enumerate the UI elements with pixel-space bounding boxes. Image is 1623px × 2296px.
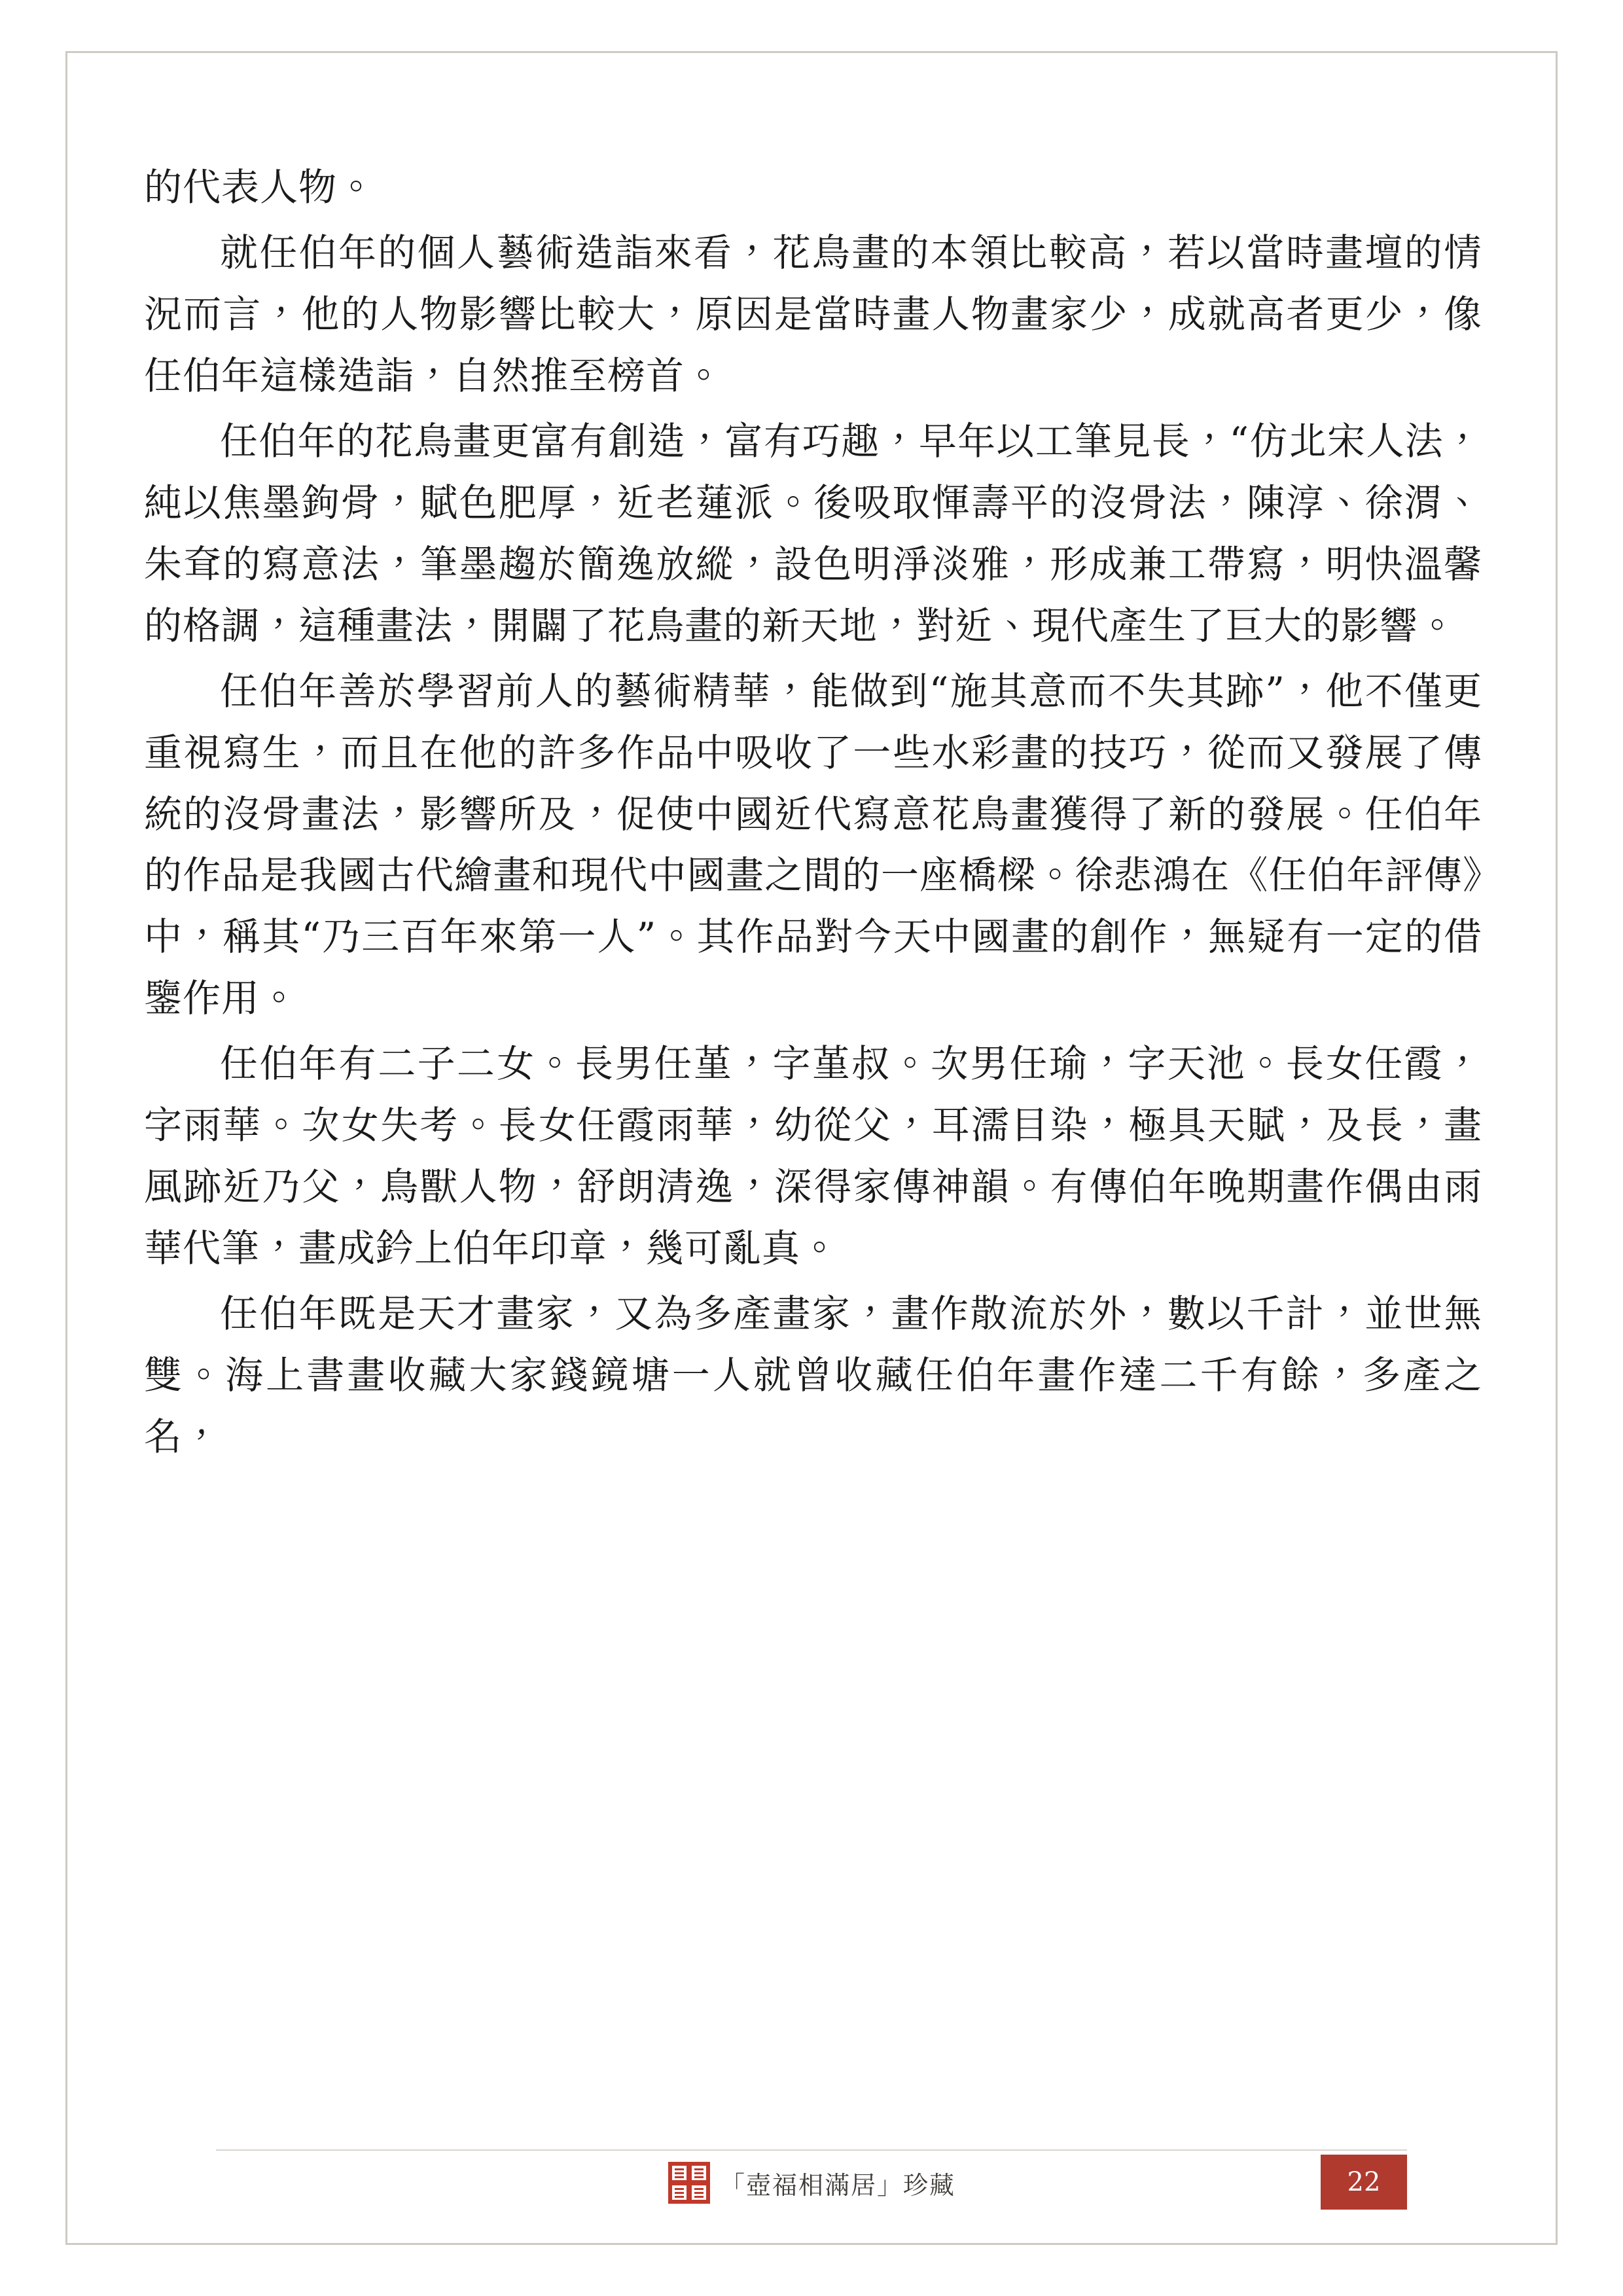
paragraph-2: 任伯年的花鳥畫更富有創造，富有巧趣，早年以工筆見長，“仿北宋人法，純以焦墨鉤骨，賦色肥厚，近老蓮派。後吸取惲壽平的沒骨法，陳淳、徐渭、朱耷的寫意法，筆墨趨於簡逸放縱，設色明淨淡雅，形成兼工帶寫，明快溫馨的格調，這種畫法，開闢了花鳥畫的新天地，對近、現代產生了巨大的影響。	[144, 418, 1482, 648]
paragraph-4: 任伯年有二子二女。長男任堇，字堇叔。次男任瑜，字天池。長女任霞，字雨華。次女失考。長女任霞雨華，幼從父，耳濡目染，極具天賦，及長，畫風跡近乃父，鳥獸人物，舒朗清逸，深得家傳神韻。有傳伯年晚期畫作偶由雨華代筆，畫成鈐上伯年印章，幾可亂真。	[144, 1041, 1482, 1271]
footer-collection-mark	[668, 2161, 955, 2204]
paragraph-5: 任伯年既是天才畫家，又為多產畫家，畫作散流於外，數以千計，並世無雙。海上書畫收藏大家錢鏡塘一人就曾收藏任伯年畫作達二千有餘，多產之名，	[144, 1291, 1482, 1460]
paragraph-continued: 的代表人物。	[144, 165, 376, 209]
page-body-text	[144, 157, 1482, 1472]
page-footer	[216, 2149, 1407, 2212]
paragraph-3: 任伯年善於學習前人的藝術精華，能做到“施其意而不失其跡”，他不僅更重視寫生，而且在他的許多作品中吸收了一些水彩畫的技巧，從而又發展了傳統的沒骨畫法，影響所及，促使中國近代寫意花鳥畫獲得了新的發展。任伯年的作品是我國古代繪畫和現代中國畫之間的一座橋樑。徐悲鴻在《任伯年評傳》中，稱其“乃三百年來第一人”。其作品對今天中國畫的創作，無疑有一定的借鑒作用。	[144, 668, 1482, 1021]
collection-label: 「壺福相滿居」珍藏	[719, 2170, 956, 2200]
footer-divider	[216, 2149, 1407, 2151]
red-seal-icon	[668, 2161, 711, 2204]
page-number: 22	[1321, 2155, 1407, 2210]
paragraph-1: 就任伯年的個人藝術造詣來看，花鳥畫的本領比較高，若以當時畫壇的情況而言，他的人物影響比較大，原因是當時畫人物畫家少，成就高者更少，像任伯年這樣造詣，自然推至榜首。	[144, 230, 1482, 398]
